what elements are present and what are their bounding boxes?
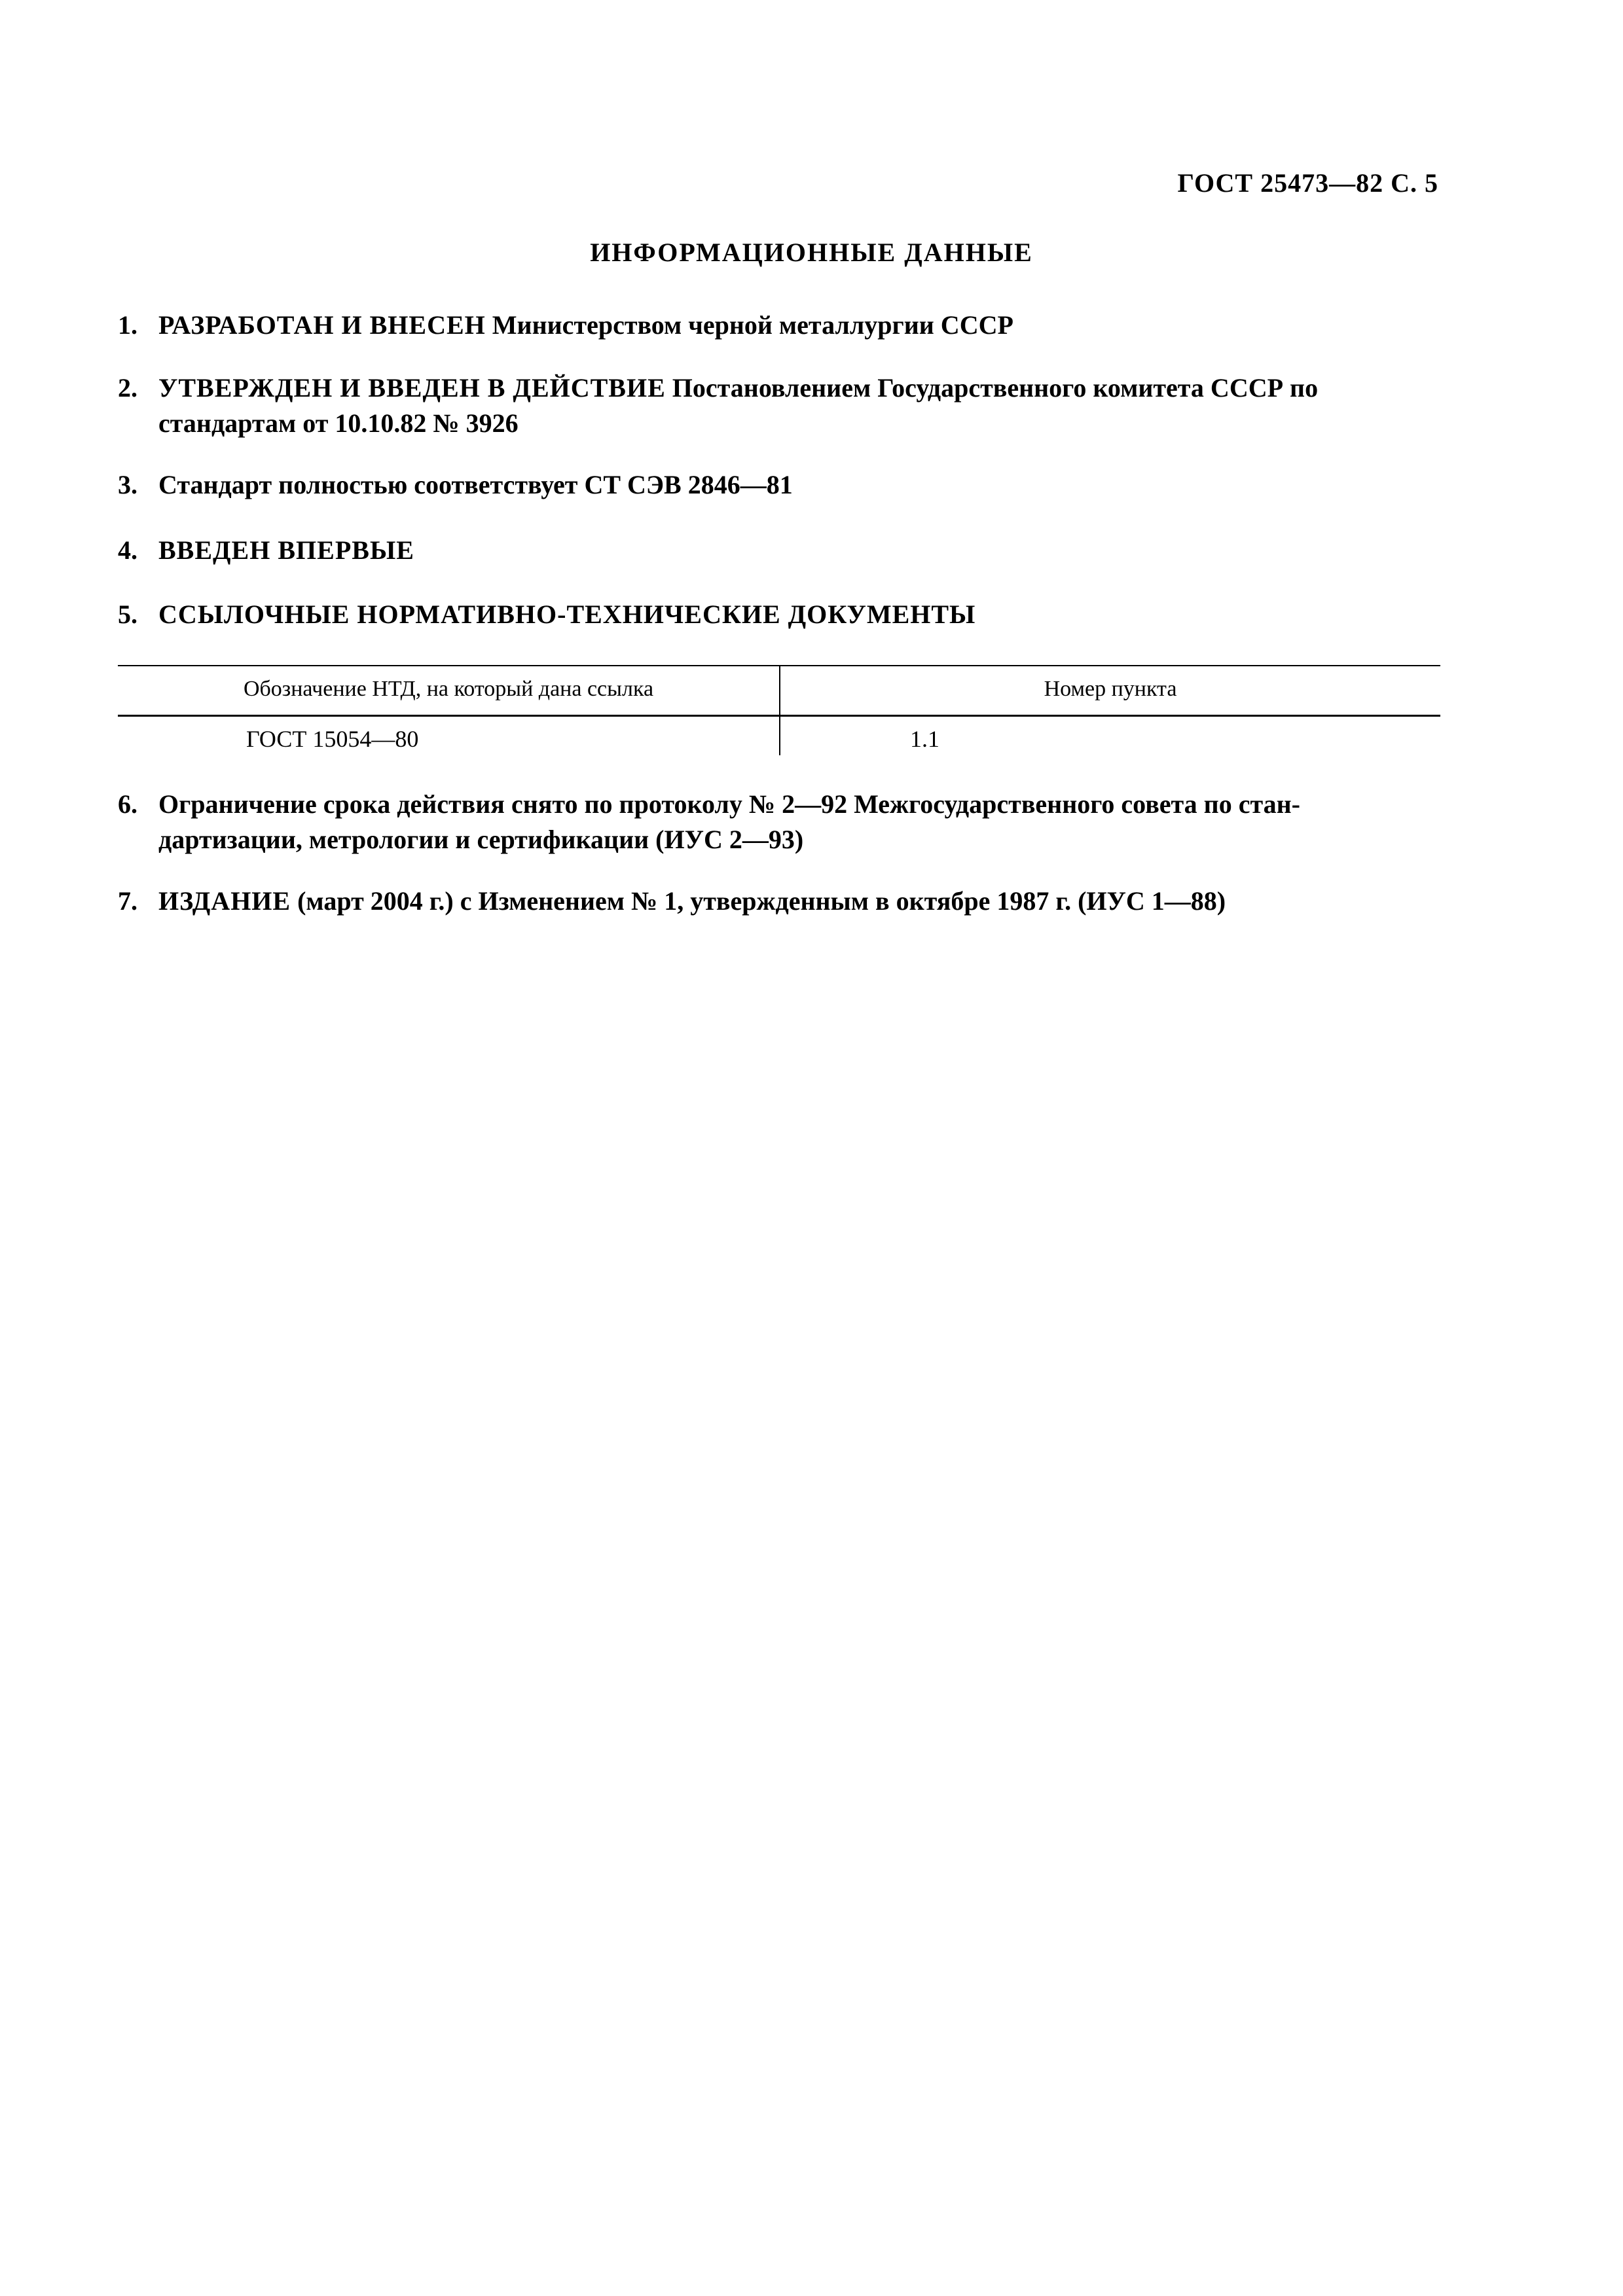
- item-number: 5.: [118, 600, 137, 629]
- page-header: ГОСТ 25473—82 С. 5: [1177, 168, 1438, 198]
- item-text-line2: дартизации, метрологии и сертификации (ИУС 2—93): [158, 825, 804, 854]
- item-number: 3.: [118, 470, 137, 499]
- item-number: 6.: [118, 789, 137, 819]
- info-item-3: [118, 467, 1440, 503]
- item-caps-text: ВВЕДЕН ВПЕРВЫЕ: [158, 535, 414, 565]
- item-caps-text: УТВЕРЖДЕН И ВВЕДЕН В ДЕЙСТВИЕ: [158, 373, 666, 403]
- item-caps-text: РАЗРАБОТАН И ВНЕСЕН: [158, 310, 486, 340]
- item-text: Ограничение срока действия снято по протоколу № 2—92 Межгосударственного совета по стан-: [158, 789, 1300, 819]
- item-number: 2.: [118, 373, 137, 403]
- item-number: 7.: [118, 886, 137, 916]
- table-header-clause: Номер пункта: [1044, 677, 1177, 701]
- table-cell-clause: 1.1: [910, 726, 939, 752]
- item-text-line2: стандартам от 10.10.82 № 3926: [158, 408, 519, 438]
- item-text: (март 2004 г.) с Изменением № 1, утвержденным в октябре 1987 г. (ИУС 1—88): [291, 886, 1226, 916]
- info-item-6: [118, 787, 1440, 857]
- info-item-5: [118, 597, 1440, 632]
- item-number: 4.: [118, 535, 137, 565]
- info-item-2: [118, 370, 1440, 441]
- document-title: ИНФОРМАЦИОННЫЕ ДАННЫЕ: [590, 238, 1033, 267]
- info-item-1: [118, 308, 1440, 343]
- item-number: 1.: [118, 310, 137, 340]
- table-header-designation: Обозначение НТД, на который дана ссылка: [243, 677, 654, 701]
- table-cell-designation: ГОСТ 15054—80: [246, 726, 419, 752]
- item-text: Постановлением Государственного комитета СССР по: [665, 373, 1319, 403]
- info-item-7: [118, 884, 1440, 919]
- item-caps-text: ССЫЛОЧНЫЕ НОРМАТИВНО-ТЕХНИЧЕСКИЕ ДОКУМЕНТЫ: [158, 600, 976, 629]
- item-caps-text: ИЗДАНИЕ: [158, 886, 291, 916]
- info-item-4: [118, 533, 1440, 568]
- item-text: Министерством черной металлургии СССР: [485, 310, 1013, 340]
- item-text: Стандарт полностью соответствует СТ СЭВ 2846—81: [158, 470, 793, 499]
